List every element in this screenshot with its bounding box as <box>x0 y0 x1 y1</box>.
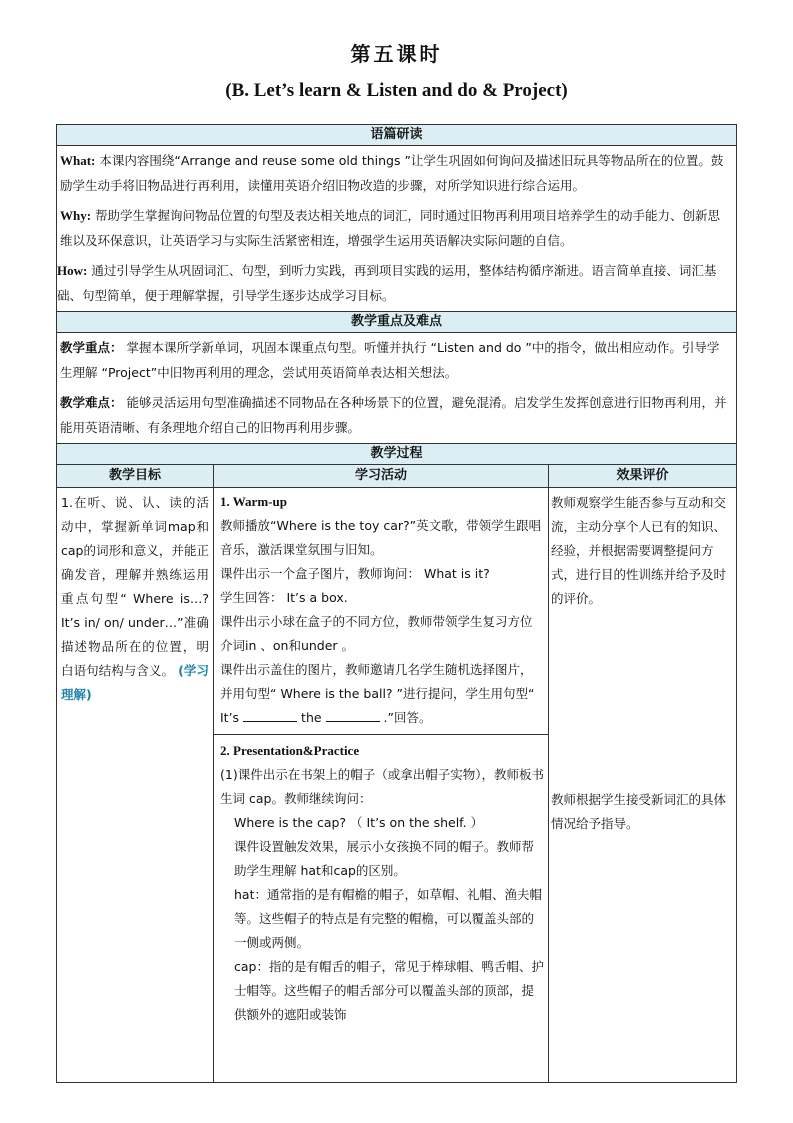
goal-tag: (学习理解) <box>61 663 209 702</box>
presentation-line: (1)课件出示在书架上的帽子（或拿出帽子实物），教师板书生词 cap。教师继续询问： <box>220 767 544 806</box>
warmup-mid-word: the <box>301 710 322 725</box>
warmup-block <box>214 490 548 735</box>
presentation-heading: 2. Presentation&Practice <box>220 743 360 758</box>
activity-cell <box>214 488 549 1082</box>
answer-blank <box>326 709 380 722</box>
what-paragraph <box>57 146 736 201</box>
why-text: 帮助学生掌握询问物品位置的句型及表达相关地点的词汇，同时通过旧物再利用项目培养学生的动手能力、创新思维以及环保意识，让英语学习与实际生活紧密相连，增强学生运用英语解决实际问题的自信。 <box>60 208 721 248</box>
warmup-line: 教师播放“Where is the toy car?”英文歌，带领学生跟唱音乐，激活课堂氛围与旧知。 <box>220 518 542 557</box>
why-paragraph <box>57 201 736 256</box>
how-label: How: <box>57 263 88 278</box>
presentation-block <box>214 739 548 1027</box>
difficulty-paragraph <box>57 388 736 443</box>
difficulty-label: 教学难点： <box>60 395 123 410</box>
key-point-label: 教学重点： <box>60 340 123 355</box>
how-text: 通过引导学生从巩固词汇、句型，到听力实践，再到项目实践的运用，整体结构循序渐进。语言简单直接、词汇基础、句型简单，便于理解掌握，引导学生逐步达成学习目标。 <box>57 263 717 303</box>
warmup-line: 课件出示盖住的图片，教师邀请几名学生随机选择图片，并用句型“ Where is the ball? ”进行提问，学生用句型“ It’s <box>220 662 535 725</box>
difficulty-text: 能够灵活运用句型准确描述不同物品在各种场景下的位置，避免混淆。启发学生发挥创意进行旧物再利用，并能用英语清晰、有条理地介绍自己的旧物再利用步骤。 <box>60 395 727 435</box>
presentation-line: cap：指的是有帽舌的帽子，常见于棒球帽、鸭舌帽、护士帽等。这些帽子的帽舌部分可以覆盖头部的顶部，提供额外的遮阳或装饰 <box>234 959 544 1022</box>
activity-column-header: 学习活动 <box>214 465 549 487</box>
goal-cell <box>57 488 214 1082</box>
what-label: What: <box>60 153 96 168</box>
reading-section <box>57 146 736 312</box>
lesson-plan-table <box>56 124 737 1083</box>
goal-text: 1.在听、说、认、读的活 动中，掌握新单词map和cap的词形和意义，并能正确发音，理解并熟练运用重点句型“ Where is…? It’s in/ on/ under…”准确描述物品所在的位置，明白语句结构与含义。 <box>61 495 209 678</box>
evaluation-text-1: 教师观察学生能否参与互动和交流，主动分享个人已有的知识、经验，并根据需要调整提问方式，进行目的性训练并给予及时的评价。 <box>551 495 727 606</box>
why-label: Why: <box>60 208 92 223</box>
activity-divider <box>214 734 548 735</box>
warmup-end: .”回答。 <box>383 710 432 725</box>
warmup-line: 学生回答： It’s a box. <box>220 590 348 605</box>
presentation-line: Where is the cap? （ It’s on the shelf. ） <box>234 815 484 830</box>
presentation-line: 课件设置触发效果，展示小女孩换不同的帽子。教师帮助学生理解 hat和cap的区别。 <box>234 839 535 878</box>
reading-section-header: 语篇研读 <box>57 125 736 146</box>
warmup-line: 课件出示小球在盒子的不同方位，教师带领学生复习方位介词in 、on和under 。 <box>220 614 533 653</box>
process-row <box>57 488 736 1082</box>
process-column-headers <box>57 465 736 488</box>
answer-blank <box>243 709 297 722</box>
process-section-header: 教学过程 <box>57 444 736 465</box>
warmup-line: 课件出示一个盒子图片，教师询问： What is it? <box>220 566 490 581</box>
warmup-heading: 1. Warm-up <box>220 494 287 509</box>
what-text: 本课内容围绕“Arrange and reuse some old things ”让学生巩固如何询问及描述旧玩具等物品所在的位置。鼓励学生动手将旧物品进行再利用，读懂用英语介绍旧物改造的步骤，对所学知识进行综合运用。 <box>60 153 724 193</box>
evaluation-text-2: 教师根据学生接受新词汇的具体情况给予指导。 <box>551 792 727 831</box>
focus-section <box>57 333 736 444</box>
focus-section-header: 教学重点及难点 <box>57 312 736 333</box>
evaluation-cell <box>549 488 736 1082</box>
evaluation-column-header: 效果评价 <box>616 468 669 483</box>
key-point-text: 掌握本课所学新单词，巩固本课重点句型。听懂并执行 “Listen and do ”中的指令，做出相应动作。引导学生理解 “Project”中旧物再利用的理念，尝试用英语简单表达相关想法。 <box>60 340 720 380</box>
page-title: 第五课时 <box>350 42 443 66</box>
page-subtitle: (B. Let’s learn & Listen and do & Project) <box>225 80 568 101</box>
warmup-line-with-blanks <box>220 658 544 730</box>
goal-column-header: 教学目标 <box>57 465 214 487</box>
how-paragraph <box>57 256 736 311</box>
presentation-line: hat：通常指的是有帽檐的帽子，如草帽、礼帽、渔夫帽等。这些帽子的特点是有完整的帽檐，可以覆盖头部的一侧或两侧。 <box>234 887 542 950</box>
key-point-paragraph <box>57 333 736 388</box>
goal-text-block <box>57 488 213 707</box>
